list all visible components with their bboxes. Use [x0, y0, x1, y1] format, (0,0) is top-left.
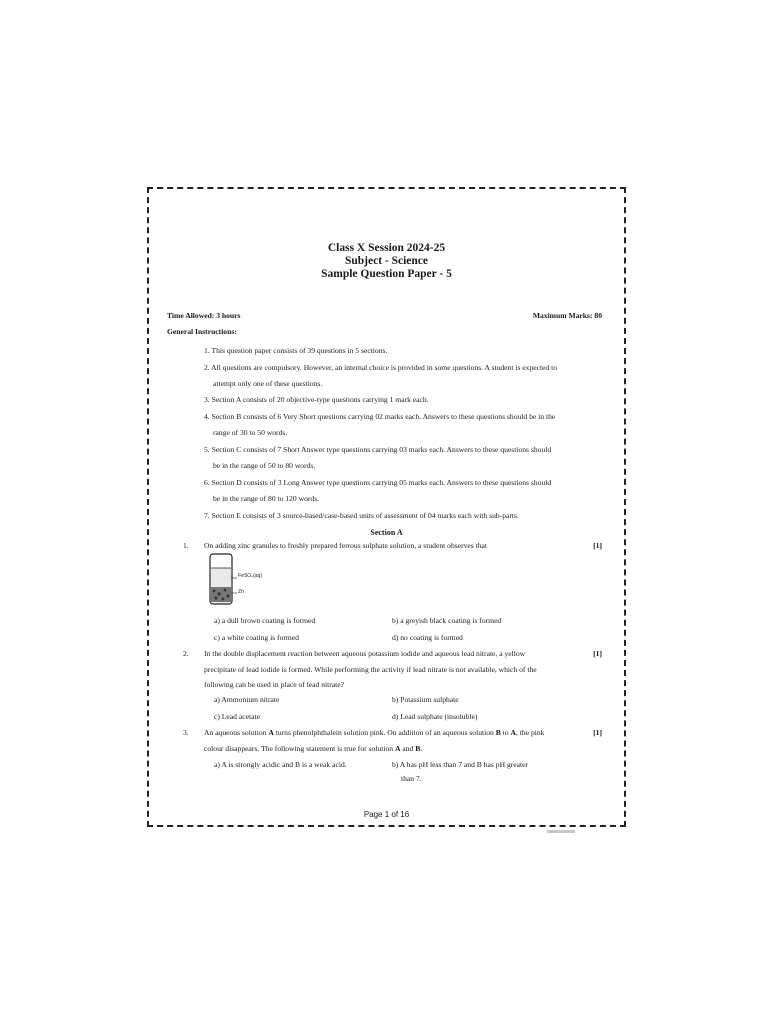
question-2-option-b: b) Potassium sulphate [392, 695, 459, 704]
corner-stamp-mark [547, 830, 575, 833]
page-number-footer: Page 1 of 16 [363, 810, 410, 819]
figure-label-zn: Zn [238, 589, 244, 595]
question-1-number: 1. [183, 541, 189, 550]
question-1-option-a: a) a dull brown coating is formed [214, 616, 316, 625]
section-a-heading: Section A [370, 528, 403, 537]
instruction-5-cont: be in the range of 50 to 80 words. [213, 461, 316, 470]
figure-label-feso4: FeSO₄(aq) [238, 573, 262, 579]
instruction-2-cont: attempt only one of these questions. [213, 379, 323, 388]
question-3-number: 3. [183, 728, 189, 737]
question-1-option-d: d) no coating is formed [392, 633, 463, 642]
instruction-5: 5. Section C consists of 7 Short Answer type questions carrying 03 marks each. Answers to these questions should [204, 445, 552, 454]
instruction-1: 1. This question paper consists of 39 questions in 5 sections. [204, 346, 388, 355]
test-tube-zinc-figure [205, 551, 271, 609]
question-1-option-b: b) a greyish black coating is formed [392, 616, 502, 625]
question-3-option-a: a) A is strongly acidic and B is a weak acid. [214, 760, 347, 769]
general-instructions-heading: General Instructions: [167, 327, 237, 336]
question-2-line-2: precipitate of lead iodide is formed. While performing the activity if lead nitrate is not available, which of the [204, 665, 537, 674]
instruction-6: 6. Section D consists of 3 Long Answer type questions carrying 05 marks each. Answers to these questions should [204, 478, 552, 487]
question-3-option-b: b) A has pH less than 7 and B has pH greater [392, 760, 529, 769]
instruction-4-cont: range of 30 to 50 words. [213, 428, 288, 437]
question-1-option-c: c) a white coating is formed [214, 633, 299, 642]
question-1-text: On adding zinc granules to freshly prepared ferrous sulphate solution, a student observes that [204, 541, 488, 550]
instruction-3: 3. Section A consists of 20 objective-type questions carrying 1 mark each. [204, 395, 429, 404]
question-2-option-d: d) Lead sulphate (insoluble) [392, 712, 478, 721]
maximum-marks: Maximum Marks: 80 [532, 311, 602, 320]
question-2-option-a: a) Ammonium nitrate [214, 695, 280, 704]
time-allowed: Time Allowed: 3 hours [167, 311, 241, 320]
instruction-6-cont: be in the range of 80 to 120 words. [213, 494, 320, 503]
question-2-option-c: c) Lead acetate [214, 712, 260, 721]
question-2-line-1: In the double displacement reaction between aqueous potassium iodide and aqueous lead nitrate, a yellow [204, 649, 526, 658]
question-3-mark: [1] [593, 728, 602, 737]
question-3-line-2: colour disappears. The following statement is true for solution A and B. [204, 744, 423, 753]
question-3-option-b-cont: than 7. [401, 774, 422, 783]
question-1-mark: [1] [593, 541, 602, 550]
question-2-number: 2. [183, 649, 189, 658]
paper-title: Sample Question Paper - 5 [321, 268, 452, 280]
question-2-line-3: following can be used in place of lead nitrate? [204, 680, 345, 689]
question-3-line-1: An aqueous solution A turns phenolphthalein solution pink. On addition of an aqueous solution B to A, the pink [204, 728, 545, 737]
instruction-7: 7. Section E consists of 3 source-based/case-based units of assessment of 04 marks each with sub-parts. [204, 511, 519, 520]
paper-class-session: Class X Session 2024-25 [327, 242, 446, 254]
question-2-mark: [1] [593, 649, 602, 658]
question-paper-page [147, 187, 626, 827]
instruction-2: 2. All questions are compulsory. However, an internal choice is provided in some questions. A student is expected to [204, 363, 558, 372]
paper-subject: Subject - Science [344, 255, 429, 267]
instruction-4: 4. Section B consists of 6 Very Short questions carrying 02 marks each. Answers to these questions should be in the [204, 412, 556, 421]
